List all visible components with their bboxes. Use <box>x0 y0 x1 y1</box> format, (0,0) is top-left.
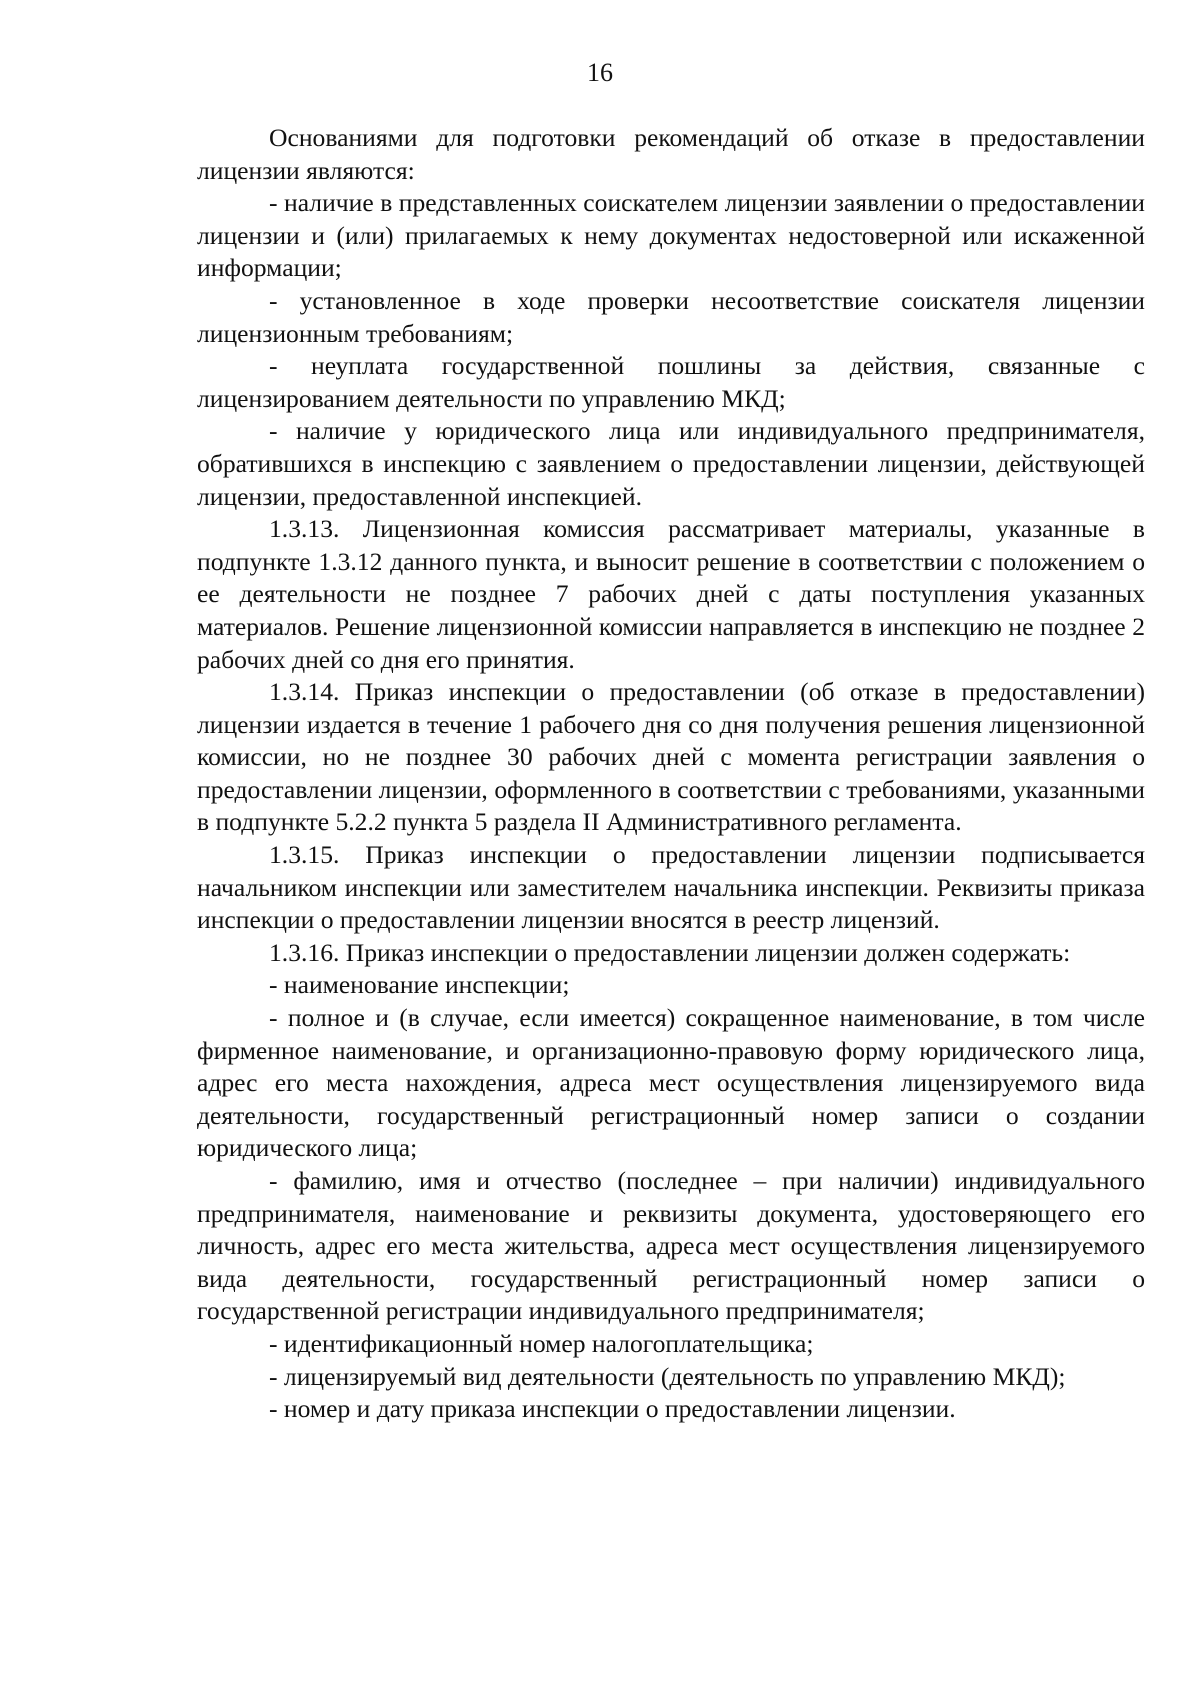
paragraph: - идентификационный номер налогоплательщика; <box>269 1328 814 1358</box>
paragraph: - установленное в ходе проверки несоответствие соискателя лицензии лицензионным требованиям; <box>197 285 1145 348</box>
paragraph: 1.3.16. Приказ инспекции о предоставлении лицензии должен содержать: <box>269 937 1071 967</box>
paragraph: Основаниями для подготовки рекомендаций об отказе в предоставлении лицензии являются: <box>197 123 1145 185</box>
paragraph: - наличие у юридического лица или индивидуального предпринимателя, обратившихся в инспекцию с заявлением о предоставлении лицензии, действующей лицензии, предоставленной инспекцией. <box>197 416 1145 511</box>
paragraph: - наличие в представленных соискателем лицензии заявлении о предоставлении лицензии и (или) прилагаемых к нему документах недостоверной или искаженной информации; <box>197 188 1145 283</box>
paragraph: - лицензируемый вид деятельности (деятельность по управлению МКД); <box>269 1361 1066 1391</box>
paragraph: 1.3.14. Приказ инспекции о предоставлении (об отказе в предоставлении) лицензии издается в течение 1 рабочего дня со дня получения решения лицензионной комиссии, но не позднее 30 рабочих дней с момента регистрации заявления о предоставлении лицензии, оформленного в соответствии с требованиями, указанными в подпункте 5.2.2 пункта 5 раздела II Административного регламента. <box>197 677 1145 837</box>
paragraph: - фамилию, имя и отчество (последнее – при наличии) индивидуального предпринимателя, наименование и реквизиты документа, удостоверяющего его личность, адрес его места жительства, адреса мест осуществления лицензируемого вида деятельности, государственный регистрационный номер записи о государственной регистрации индивидуального предпринимателя; <box>197 1166 1145 1326</box>
paragraph: - полное и (в случае, если имеется) сокращенное наименование, в том числе фирменное наименование, и организационно-правовую форму юридического лица, адрес его места нахождения, адреса мест осуществления лицензируемого вида деятельности, государственный регистрационный номер записи о создании юридического лица; <box>197 1003 1145 1163</box>
page-number: 16 <box>587 58 613 87</box>
paragraph: - неуплата государственной пошлины за действия, связанные с лицензированием деятельности по управлению МКД; <box>197 351 1145 413</box>
paragraph: - наименование инспекции; <box>269 970 570 1000</box>
paragraph: 1.3.13. Лицензионная комиссия рассматривает материалы, указанные в подпункте 1.3.12 данного пункта, и выносит решение в соответствии с положением о ее деятельности не позднее 7 рабочих дней с даты поступления указанных материалов. Решение лицензионной комиссии направляется в инспекцию не позднее 2 рабочих дней со дня его принятия. <box>197 514 1145 674</box>
document-body <box>197 122 1145 1426</box>
paragraph: 1.3.15. Приказ инспекции о предоставлении лицензии подписывается начальником инспекции или заместителем начальника инспекции. Реквизиты приказа инспекции о предоставлении лицензии вносятся в реестр лицензий. <box>197 840 1145 935</box>
paragraph: - номер и дату приказа инспекции о предоставлении лицензии. <box>269 1394 956 1424</box>
